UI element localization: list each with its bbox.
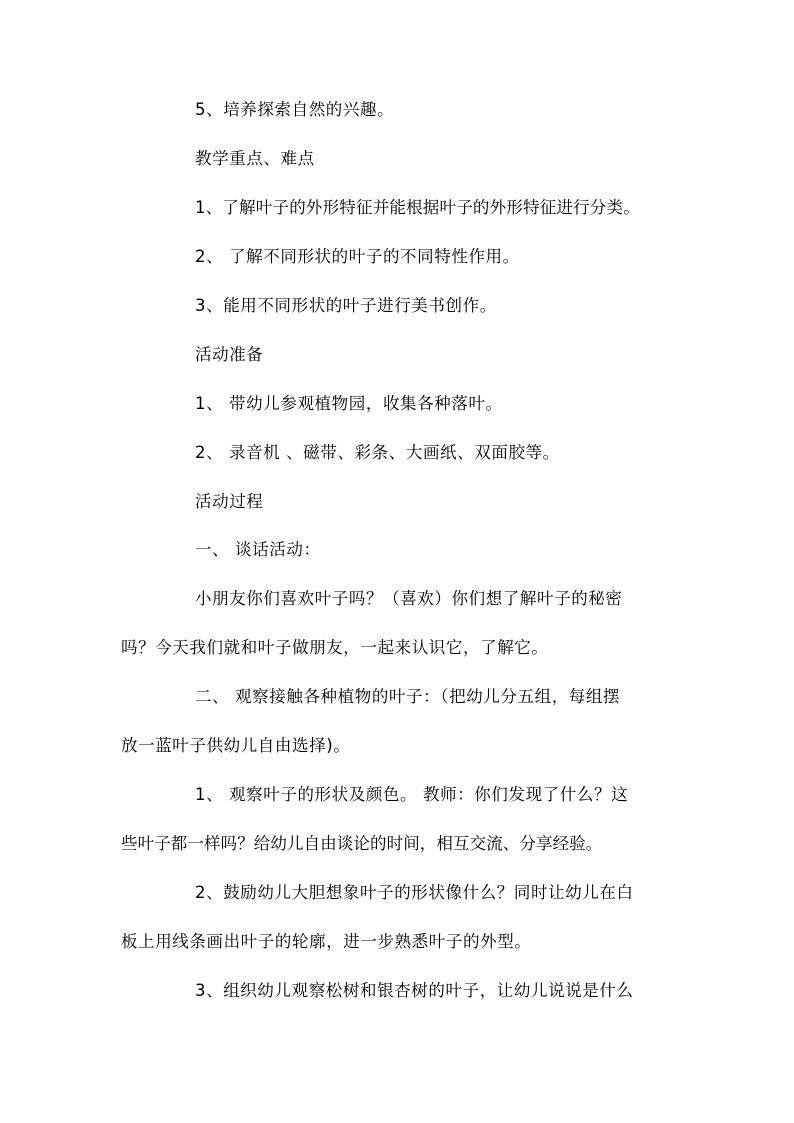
paragraph-line: 些叶子都一样吗？给幼儿自由谈论的时间，相互交流、分享经验。 — [121, 834, 603, 853]
key-point-3-line: 3、能用不同形状的叶子进行美书创作。 — [195, 296, 497, 315]
paragraph-line: 2、鼓励幼儿大胆想象叶子的形状像什么？同时让幼儿在白 — [195, 883, 634, 902]
section-heading-process: 活动过程 — [195, 492, 264, 511]
paragraph-line: 小朋友你们喜欢叶子吗？（喜欢）你们想了解叶子的秘密 — [195, 589, 623, 608]
key-point-2-line: 2、 了解不同形状的叶子的不同特性作用。 — [195, 247, 520, 266]
paragraph-line: 二、 观察接触各种植物的叶子：（把幼儿分五组，每组摆 — [195, 687, 621, 706]
paragraph-line: 板上用线条画出叶子的轮廓，进一步熟悉叶子的外型。 — [121, 932, 532, 951]
paragraph-line: 吗？今天我们就和叶子做朋友，一起来认识它，了解它。 — [121, 638, 549, 657]
paragraph-line: 放一蓝叶子供幼儿自由选择)。 — [121, 736, 351, 755]
paragraph-line: 3、组织幼儿观察松树和银杏树的叶子，让幼儿说说是什么 — [195, 981, 634, 1000]
process-step-1-heading: 一、 谈话活动： — [195, 540, 321, 559]
section-heading-key-points: 教学重点、难点 — [195, 149, 315, 168]
paragraph-line: 1、 观察叶子的形状及颜色。 教师：你们发现了什么？这 — [195, 785, 629, 804]
preparation-2-line: 2、 录音机 、磁带、彩条、大画纸、双面胶等。 — [195, 443, 560, 462]
goal-5-line: 5、培养探索自然的兴趣。 — [195, 100, 395, 119]
section-heading-preparation: 活动准备 — [195, 345, 264, 364]
preparation-1-line: 1、 带幼儿参观植物园，收集各种落叶。 — [195, 394, 503, 413]
key-point-1-line: 1、了解叶子的外形特征并能根据叶子的外形特征进行分类。 — [195, 198, 640, 217]
